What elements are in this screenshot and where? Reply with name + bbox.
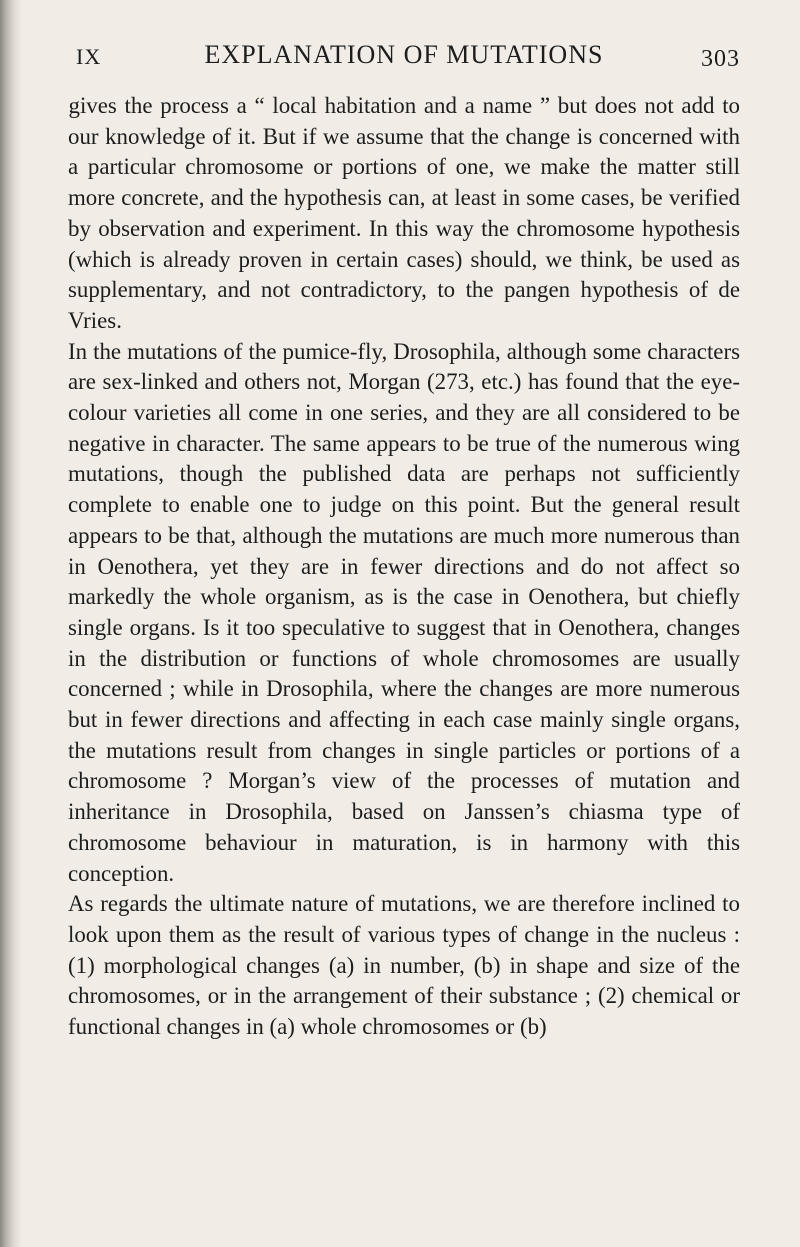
body-text <box>68 91 740 1043</box>
paragraph-2: In the mutations of the pumice-fly, Drosophila, although some characters are sex-linked and others not, Morgan (273, etc.) has found that the eye-colour varieties all come in one series, and they are all considered to be negative in character. The same appears to be true of the numerous wing mutations, though the published data are perhaps not sufficiently complete to enable one to judge on this point. But the general result appears to be that, although the mutations are much more numerous than in Oenothera, yet they are in fewer directions and do not affect so markedly the whole organism, as is the case in Oenothera, but chiefly single organs. Is it too speculative to suggest that in Oenothera, changes in the distribution or functions of whole chromosomes are usually concerned ; while in Drosophila, where the changes are more numerous but in fewer directions and affecting in each case mainly single organs, the mutations result from changes in single particles or portions of a chromosome ? Morgan’s view of the processes of mutation and inheritance in Drosophila, based on Janssen’s chiasma type of chromosome behaviour in maturation, is in harmony with this conception. <box>68 338 740 886</box>
chapter-number: IX <box>76 44 102 69</box>
binding-shadow <box>0 0 22 1247</box>
book-page <box>68 36 740 1043</box>
chapter-title: EXPLANATION OF MUTATIONS <box>204 40 604 69</box>
paragraph-1: gives the process a “ local habitation and a name ” but does not add to our knowledge of it. But if we assume that the change is concerned with a particular chromosome or portions of one, we make the matter still more concrete, and the hypothesis can, at least in some cases, be verified by observation and experiment. In this way the chromosome hypothesis (which is already proven in certain cases) should, we think, be used as supplementary, and not contradictory, to the pangen hypothesis of de Vries. <box>68 93 740 333</box>
running-head <box>68 36 740 88</box>
page-number: 303 <box>701 46 740 72</box>
paragraph-3: As regards the ultimate nature of mutations, we are therefore inclined to look upon them as the result of various types of change in the nucleus : (1) morphological changes (a) in number, (b) in shape and size of the chromosomes, or in the arrangement of their substance ; (2) chemical or functional changes in (a) whole chromosomes or (b) <box>68 891 740 1040</box>
